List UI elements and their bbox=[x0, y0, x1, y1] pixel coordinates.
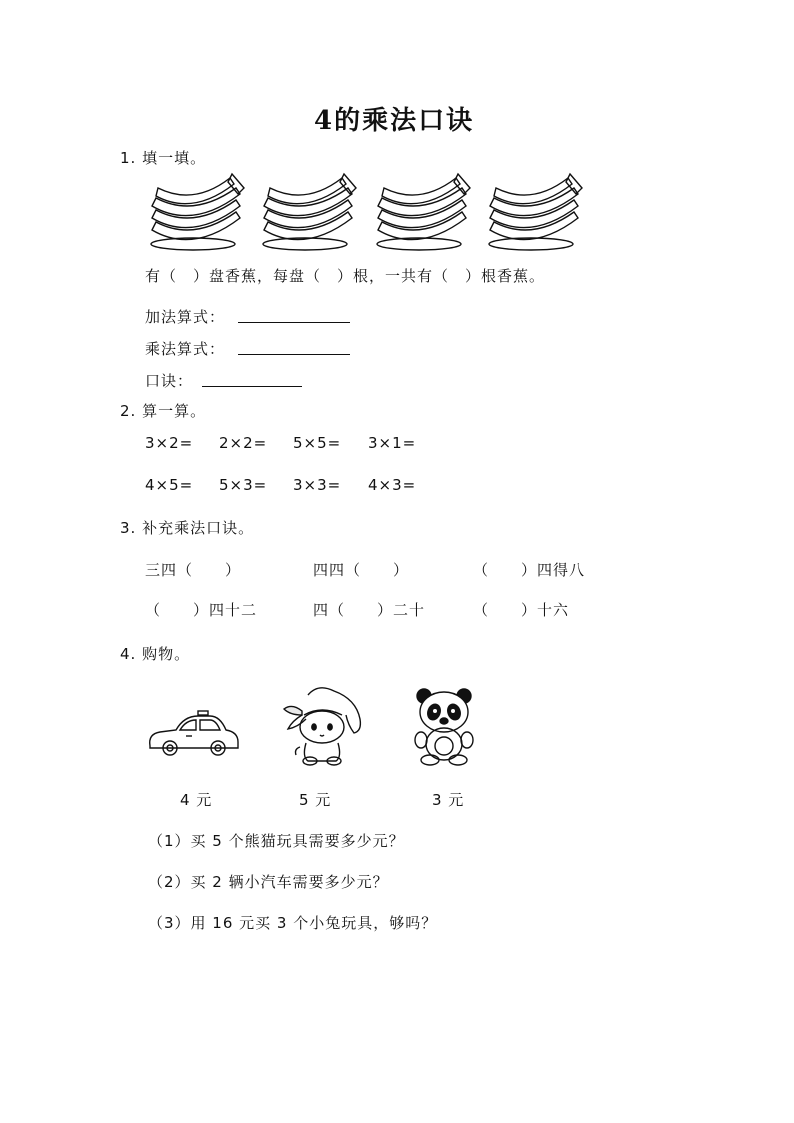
question-2-heading: 2. 算一算。 bbox=[120, 402, 207, 420]
addition-answer-line[interactable] bbox=[238, 322, 350, 323]
banana-plate-icon bbox=[374, 172, 474, 252]
price-panda: 3 元 bbox=[432, 791, 465, 809]
rhyme-label: 口诀： bbox=[145, 372, 194, 390]
toy-car-icon bbox=[146, 708, 242, 760]
calc-item: 3×1= bbox=[368, 434, 417, 452]
shopping-question: （2）买 2 辆小汽车需要多少元？ bbox=[148, 873, 389, 891]
calc-item: 3×2= bbox=[145, 434, 194, 452]
price-car: 4 元 bbox=[180, 791, 213, 809]
calc-item: 4×3= bbox=[368, 476, 417, 494]
page-title: 4的乘法口诀 bbox=[314, 106, 475, 136]
shopping-question: （1）买 5 个熊猫玩具需要多少元？ bbox=[148, 832, 405, 850]
rhyme-blank-item: （ ）十六 bbox=[473, 601, 570, 619]
toy-panda-icon bbox=[413, 686, 475, 766]
calc-item: 5×3= bbox=[219, 476, 268, 494]
multiplication-answer-line[interactable] bbox=[238, 354, 350, 355]
question-4-heading: 4. 购物。 bbox=[120, 645, 191, 663]
question-1-sentence: 有（ ）盘香蕉，每盘（ ）根，一共有（ ）根香蕉。 bbox=[145, 267, 546, 285]
banana-plate-icon bbox=[148, 172, 248, 252]
price-rabbit: 5 元 bbox=[299, 791, 332, 809]
banana-plate-icon bbox=[486, 172, 586, 252]
rhyme-blank-item: （ ）四十二 bbox=[145, 601, 258, 619]
calc-item: 2×2= bbox=[219, 434, 268, 452]
addition-label: 加法算式： bbox=[145, 308, 226, 326]
calc-item: 4×5= bbox=[145, 476, 194, 494]
calc-item: 5×5= bbox=[293, 434, 342, 452]
shopping-question: （3）用 16 元买 3 个小兔玩具，够吗？ bbox=[148, 914, 438, 932]
multiplication-label: 乘法算式： bbox=[145, 340, 226, 358]
banana-plate-icon bbox=[260, 172, 360, 252]
rhyme-blank-item: （ ）四得八 bbox=[473, 561, 586, 579]
question-1-heading: 1. 填一填。 bbox=[120, 149, 207, 167]
rhyme-blank-item: 四（ ）二十 bbox=[313, 601, 426, 619]
rhyme-blank-item: 四四（ ） bbox=[313, 561, 410, 579]
rhyme-blank-item: 三四（ ） bbox=[145, 561, 242, 579]
rhyme-answer-line[interactable] bbox=[202, 386, 302, 387]
question-3-heading: 3. 补充乘法口诀。 bbox=[120, 519, 255, 537]
calc-item: 3×3= bbox=[293, 476, 342, 494]
toy-rabbit-icon bbox=[278, 685, 366, 767]
